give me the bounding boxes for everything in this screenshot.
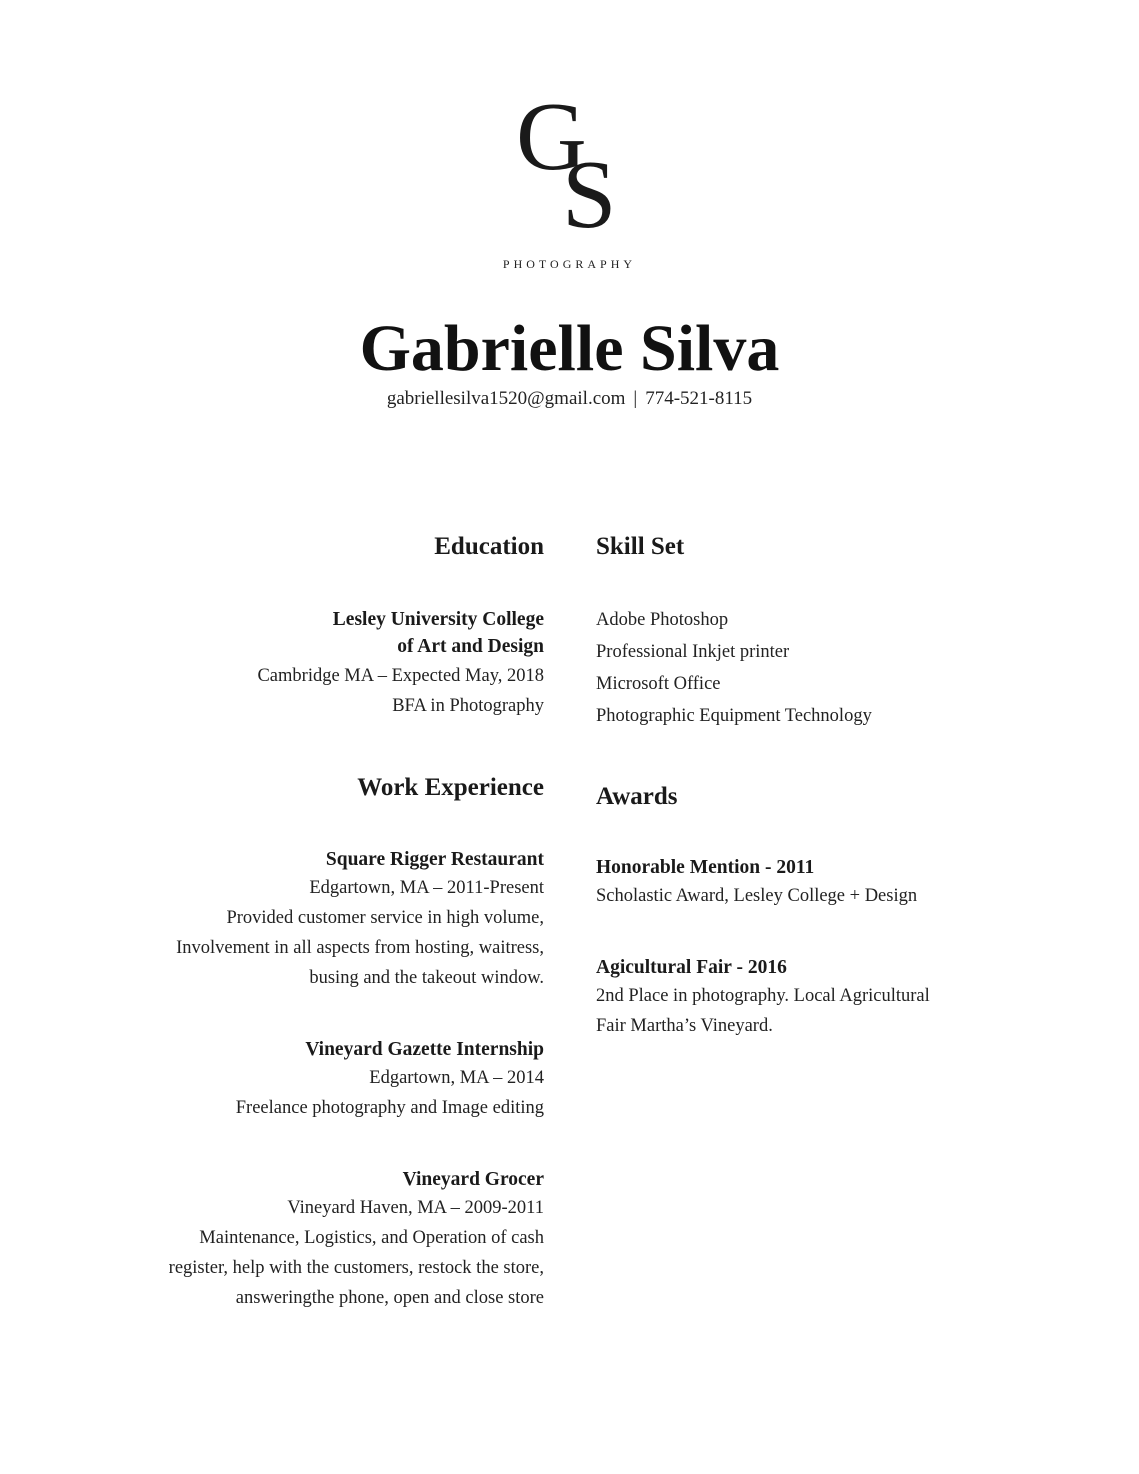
- contact-separator: |: [633, 388, 638, 409]
- skill-item: Photographic Equipment Technology: [596, 706, 872, 726]
- skill-item: Adobe Photoshop: [596, 610, 729, 630]
- gs-monogram-logo: [500, 83, 640, 249]
- job-entry: [104, 1036, 544, 1123]
- award-entry: [596, 854, 1036, 911]
- award-title: Honorable Mention - 2011: [596, 857, 815, 878]
- job-location-date: Vineyard Haven, MA – 2009-2011: [287, 1198, 544, 1218]
- job-entry: [104, 846, 544, 993]
- job-description-line: register, help with the customers, restock the store,: [168, 1258, 544, 1278]
- skill-item: Microsoft Office: [596, 674, 721, 694]
- education-entry: [104, 606, 544, 721]
- job-description-line: Maintenance, Logistics, and Operation of cash: [199, 1228, 544, 1248]
- skill-item: Professional Inkjet printer: [596, 642, 790, 662]
- job-description-line: Freelance photography and Image editing: [235, 1098, 544, 1118]
- job-title: Vineyard Grocer: [402, 1169, 544, 1190]
- job-description-line: Involvement in all aspects from hosting, waitress,: [176, 938, 544, 958]
- education-degree: BFA in Photography: [392, 696, 544, 716]
- logo-letter-s: S: [562, 141, 617, 249]
- job-description-line: answeringthe phone, open and close store: [235, 1288, 544, 1308]
- email: gabriellesilva1520@gmail.com: [386, 388, 626, 409]
- school-name-line2: of Art and Design: [397, 636, 544, 657]
- award-title: Agicultural Fair - 2016: [596, 957, 787, 978]
- phone: 774-521-8115: [645, 388, 753, 409]
- award-entry: [596, 954, 1036, 1041]
- job-location-date: Edgartown, MA – 2011-Present: [309, 878, 544, 898]
- job-title: Vineyard Gazette Internship: [305, 1039, 544, 1060]
- award-description-line: Scholastic Award, Lesley College + Design: [596, 886, 918, 906]
- contact-line: [0, 388, 1139, 410]
- education-location-date: Cambridge MA – Expected May, 2018: [257, 666, 544, 686]
- resume-name: Gabrielle Silva: [359, 312, 780, 385]
- job-entry: [104, 1166, 544, 1313]
- skill-list: [596, 604, 1036, 732]
- skill-set-heading: Skill Set: [596, 533, 685, 560]
- award-description-line: Fair Martha’s Vineyard.: [596, 1016, 773, 1036]
- award-description-line: 2nd Place in photography. Local Agricultural: [596, 986, 930, 1006]
- job-title: Square Rigger Restaurant: [325, 849, 544, 870]
- job-description-line: busing and the takeout window.: [309, 968, 544, 988]
- logo-tagline: PHOTOGRAPHY: [502, 257, 637, 271]
- logo-letter-g: G: [516, 83, 587, 191]
- awards-heading: Awards: [596, 783, 678, 810]
- work-experience-heading: Work Experience: [357, 774, 544, 801]
- school-name-line1: Lesley University College: [332, 609, 544, 630]
- job-description-line: Provided customer service in high volume,: [226, 908, 544, 928]
- job-location-date: Edgartown, MA – 2014: [369, 1068, 544, 1088]
- education-heading: Education: [434, 533, 544, 560]
